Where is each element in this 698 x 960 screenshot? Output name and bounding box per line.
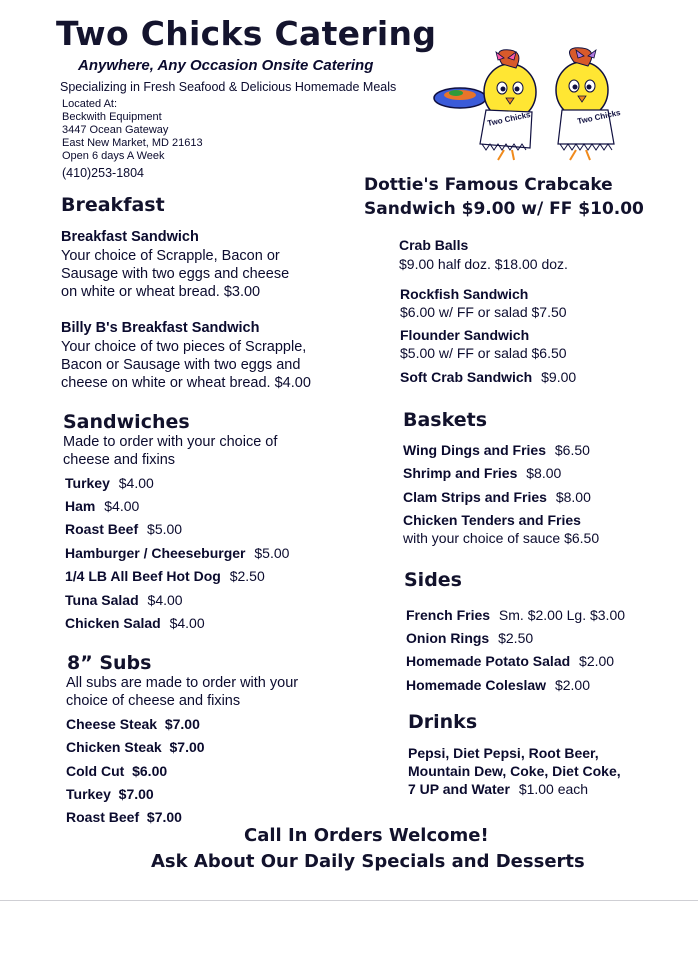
menu-item: French Fries Sm. $2.00 Lg. $3.00 (406, 607, 626, 623)
crab-balls-name: Crab Balls (399, 237, 469, 253)
two-chicks-logo (432, 40, 632, 165)
baskets-heading: Baskets (403, 409, 488, 431)
sides-heading: Sides (404, 569, 462, 591)
tagline: Anywhere, Any Occasion Onsite Catering (78, 57, 374, 74)
breakfast-sandwich-desc: on white or wheat bread. $3.00 (61, 284, 261, 300)
menu-item: Hamburger / Cheeseburger $5.00 (65, 545, 290, 561)
menu-item: Cold Cut $6.00 (66, 763, 168, 779)
menu-item: Chicken Salad $4.00 (65, 615, 205, 631)
menu-item: Chicken Steak $7.00 (66, 739, 205, 755)
menu-item: Homemade Coleslaw $2.00 (406, 677, 590, 693)
flounder-name: Flounder Sandwich (400, 327, 530, 343)
menu-item: 1/4 LB All Beef Hot Dog $2.50 (65, 568, 265, 584)
drinks-line: Pepsi, Diet Pepsi, Root Beer, (408, 745, 599, 761)
rockfish-name: Rockfish Sandwich (400, 286, 529, 302)
drinks-heading: Drinks (408, 711, 478, 733)
flounder-price: $5.00 w/ FF or salad $6.50 (400, 345, 567, 361)
menu-item: Turkey $7.00 (66, 786, 154, 802)
menu-item: Roast Beef $5.00 (65, 521, 183, 537)
subs-desc: All subs are made to order with your (66, 675, 299, 691)
drinks-line: 7 UP and Water $1.00 each (408, 781, 589, 797)
address-line: 3447 Ocean Gateway (62, 124, 169, 136)
billy-b-sandwich-desc: Your choice of two pieces of Scrapple, (61, 339, 307, 355)
sandwiches-desc: cheese and fixins (63, 452, 176, 468)
breakfast-sandwich-desc: Sausage with two eggs and cheese (61, 266, 290, 282)
address-line: East New Market, MD 21613 (62, 137, 203, 149)
phone-number: (410)253-1804 (62, 166, 145, 180)
drinks-line: Mountain Dew, Coke, Diet Coke, (408, 763, 621, 779)
specialty-text: Specializing in Fresh Seafood & Delicious Homemade Meals (60, 80, 397, 94)
breakfast-sandwich-desc: Your choice of Scrapple, Bacon or (61, 248, 280, 264)
address-line: Open 6 days A Week (62, 150, 165, 162)
rockfish-price: $6.00 w/ FF or salad $7.50 (400, 304, 567, 320)
crabcake-title: Dottie's Famous Crabcake (364, 175, 613, 195)
soft-crab-item: Soft Crab Sandwich $9.00 (400, 369, 577, 385)
crabcake-price: Sandwich $9.00 w/ FF $10.00 (364, 199, 644, 219)
menu-item: Cheese Steak $7.00 (66, 716, 200, 732)
page-title: Two Chicks Catering (56, 14, 437, 53)
billy-b-sandwich-desc: cheese on white or wheat bread. $4.00 (61, 375, 311, 391)
menu-item: Wing Dings and Fries $6.50 (403, 442, 590, 458)
address-line: Beckwith Equipment (62, 111, 162, 123)
menu-item: Ham $4.00 (65, 498, 140, 514)
subs-desc: choice of cheese and fixins (66, 693, 241, 709)
apron-label: Two Chicks (576, 108, 622, 126)
menu-item: Turkey $4.00 (65, 475, 154, 491)
menu-item: Homemade Potato Salad $2.00 (406, 653, 615, 669)
tenders-desc: with your choice of sauce $6.50 (403, 530, 600, 546)
breakfast-sandwich-name: Breakfast Sandwich (61, 229, 199, 245)
breakfast-heading: Breakfast (61, 194, 165, 216)
billy-b-sandwich-desc: Bacon or Sausage with two eggs and (61, 357, 301, 373)
sandwiches-desc: Made to order with your choice of (63, 434, 278, 450)
menu-item: Tuna Salad $4.00 (65, 592, 183, 608)
specials-notice: Ask About Our Daily Specials and Desserts (151, 851, 585, 872)
address-line: Located At: (62, 98, 118, 110)
sandwiches-heading: Sandwiches (63, 411, 190, 433)
subs-heading: 8” Subs (67, 652, 152, 674)
menu-item: Shrimp and Fries $8.00 (403, 465, 562, 481)
apron-label: Two Chicks (486, 110, 532, 128)
call-in-notice: Call In Orders Welcome! (244, 825, 489, 846)
crab-balls-price: $9.00 half doz. $18.00 doz. (399, 256, 568, 272)
menu-item: Onion Rings $2.50 (406, 630, 534, 646)
tenders-name: Chicken Tenders and Fries (403, 512, 581, 528)
menu-item: Clam Strips and Fries $8.00 (403, 489, 591, 505)
menu-item: Roast Beef $7.00 (66, 809, 182, 825)
billy-b-sandwich-name: Billy B's Breakfast Sandwich (61, 320, 260, 336)
page-edge-divider (0, 900, 698, 901)
